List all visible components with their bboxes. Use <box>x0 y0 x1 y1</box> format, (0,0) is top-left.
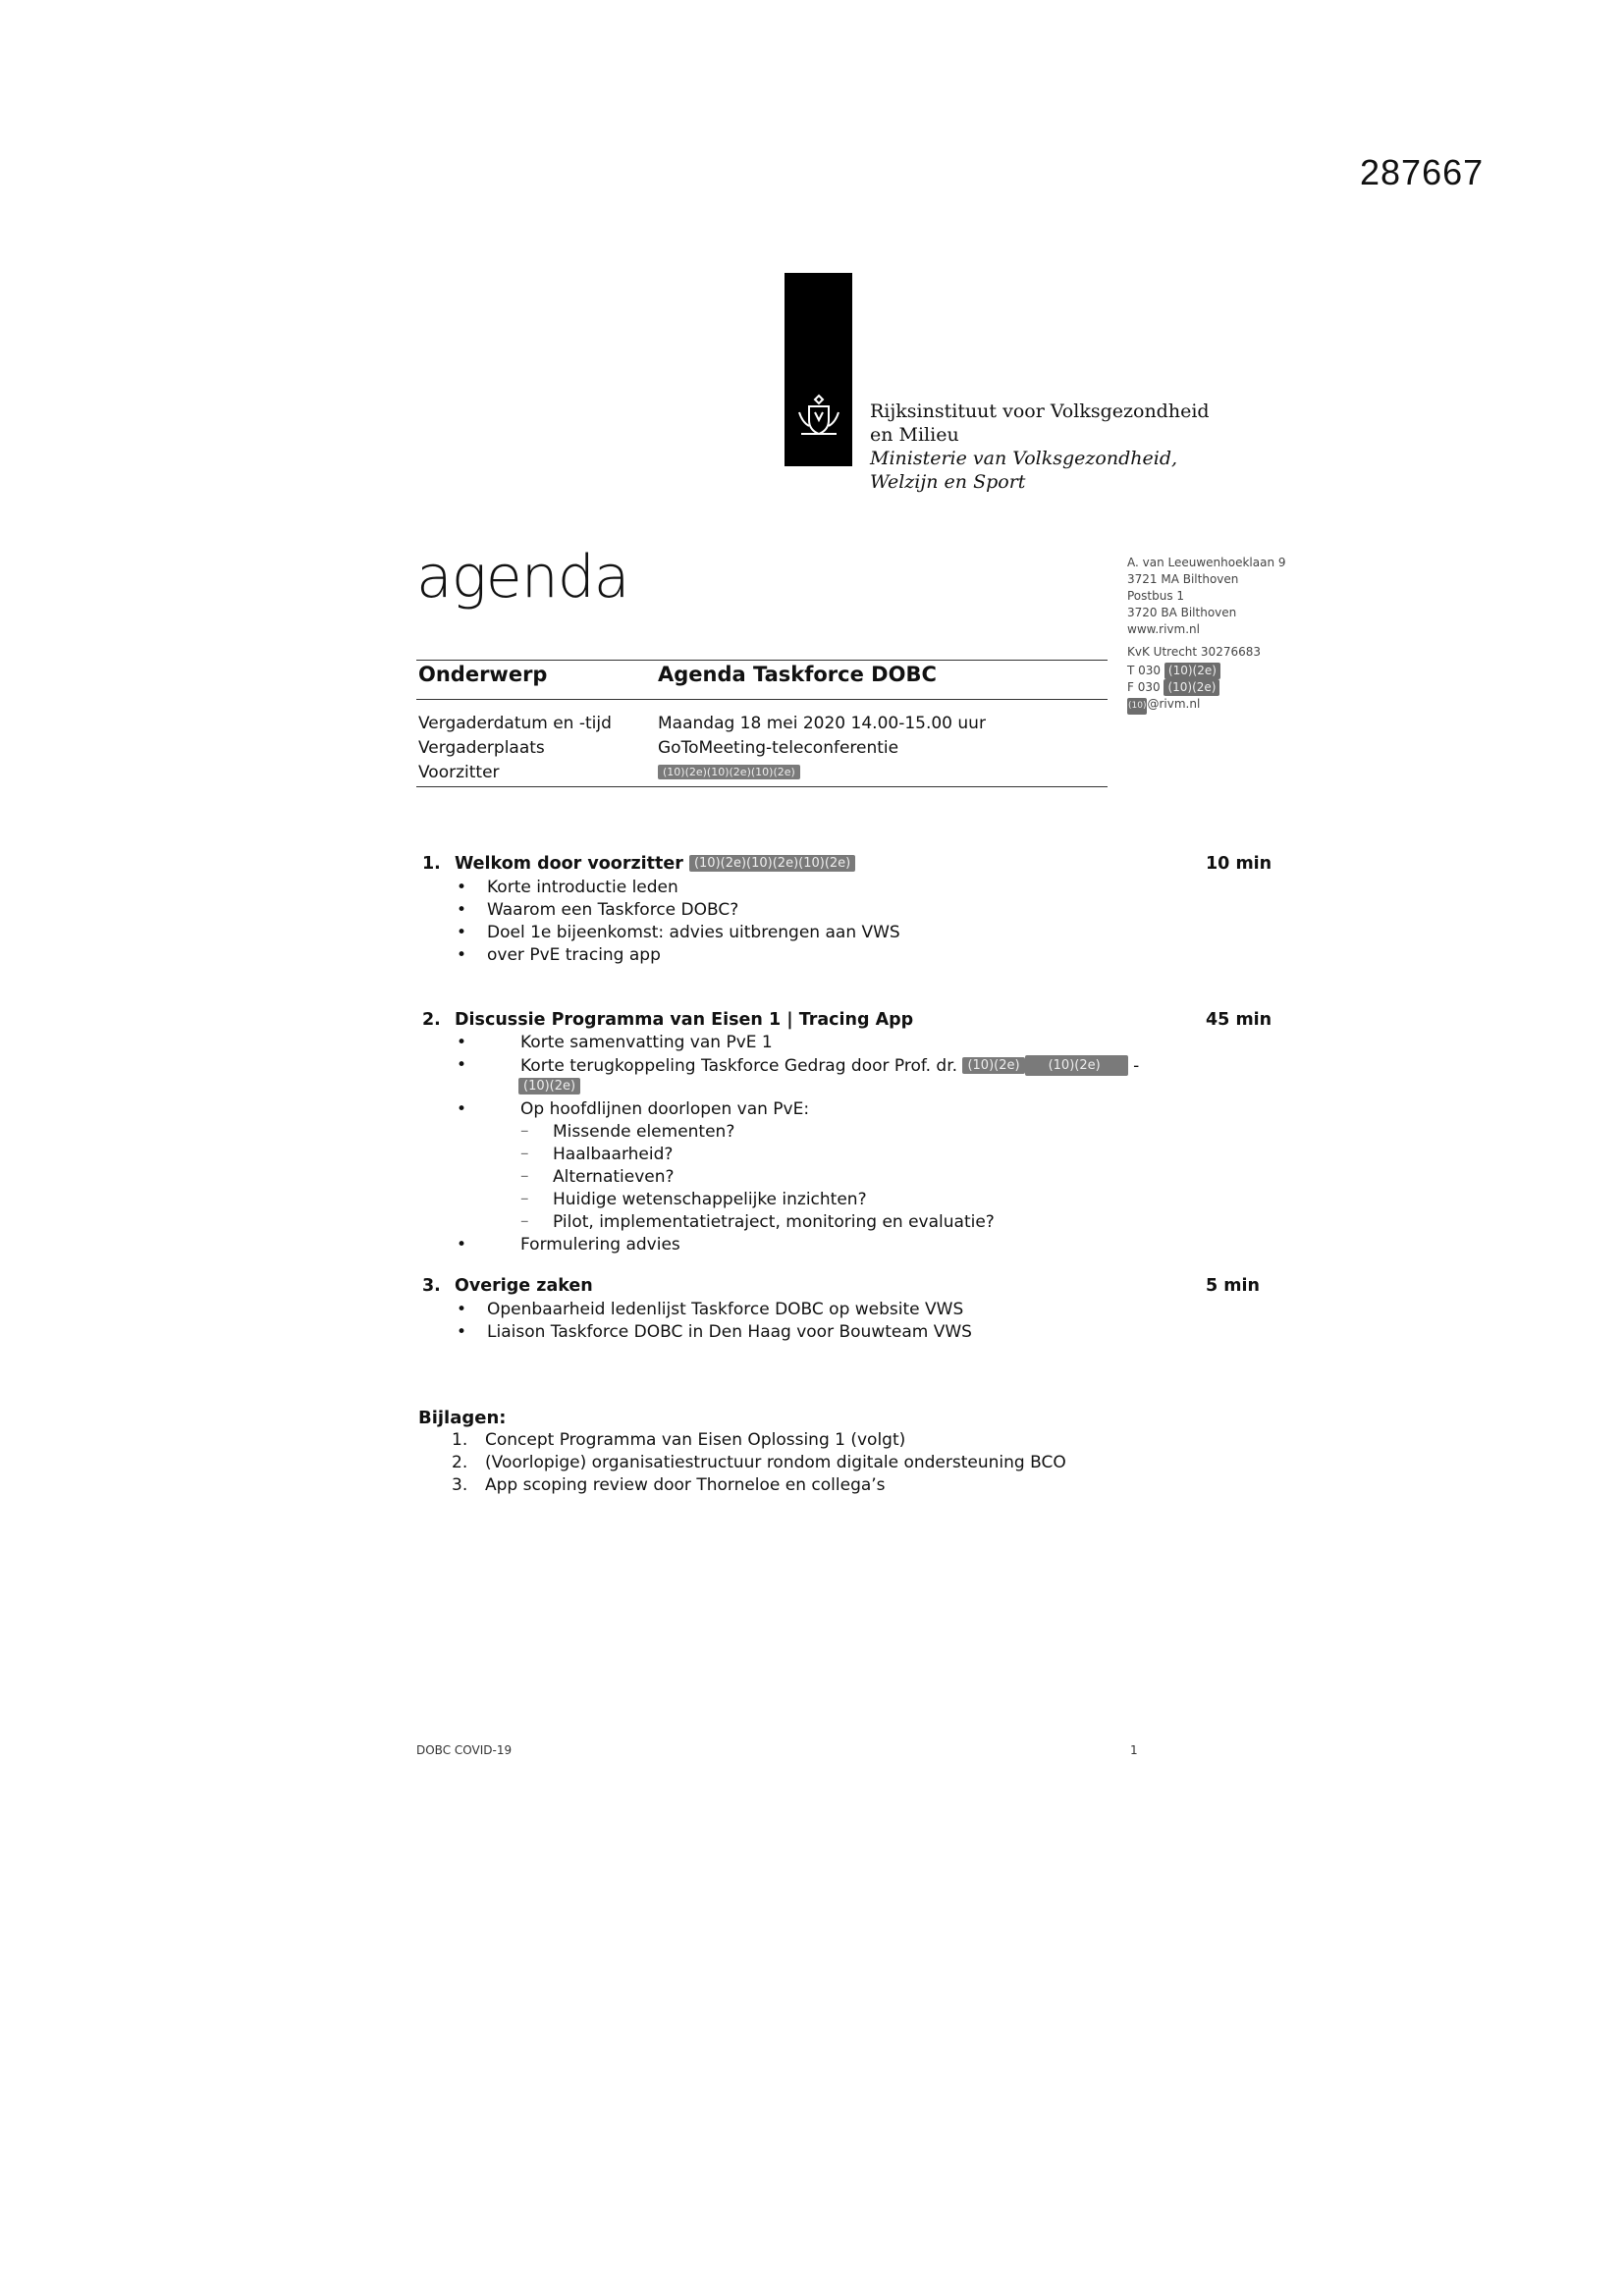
agenda-item-2-duration: 45 min <box>1206 1010 1272 1030</box>
attachment-item: 2. (Voorlopige) organisatiestructuur rondom digitale ondersteuning BCO <box>452 1453 1066 1472</box>
list-item: • over PvE tracing app <box>457 945 661 965</box>
list-item: • Op hoofdlijnen doorlopen van PvE: <box>457 1099 810 1119</box>
address-po: Postbus 1 <box>1127 589 1185 603</box>
chair-value <box>658 763 800 782</box>
address-web: www.rivm.nl <box>1127 622 1200 636</box>
sub-list-item: – Missende elementen? <box>520 1121 735 1142</box>
subject-label: Onderwerp <box>418 663 548 686</box>
ministry-line-2: Welzijn en Sport <box>870 471 1026 493</box>
fax-redacted: (10)(2e) <box>1164 679 1219 696</box>
meta-bottom-rule <box>416 786 1108 787</box>
address-block <box>1127 555 1286 715</box>
email-redacted: (10) <box>1127 698 1147 715</box>
list-item-continuation <box>518 1077 580 1096</box>
agenda-item-1-duration: 10 min <box>1206 854 1272 874</box>
fax-prefix: F 030 <box>1127 680 1161 694</box>
place-label: Vergaderplaats <box>418 738 545 758</box>
list-item: • Liaison Taskforce DOBC in Den Haag voor Bouwteam VWS <box>457 1322 972 1342</box>
page-number: 1 <box>1130 1743 1138 1757</box>
sub-list-item: – Huidige wetenschappelijke inzichten? <box>520 1189 867 1209</box>
address-phone <box>1127 663 1286 679</box>
list-item: • Openbaarheid ledenlijst Taskforce DOBC op website VWS <box>457 1300 964 1319</box>
address-email <box>1127 696 1286 715</box>
agenda-item-3-title: 3. Overige zaken <box>422 1276 593 1296</box>
sub-list-item: – Haalbaarheid? <box>520 1144 674 1164</box>
list-item: • Doel 1e bijeenkomst: advies uitbrengen aan VWS <box>457 923 900 942</box>
meta-mid-rule <box>416 699 1108 700</box>
phone-prefix: T 030 <box>1127 664 1162 677</box>
list-item: • Formulering advies <box>457 1235 680 1255</box>
attachment-item: 1. Concept Programma van Eisen Oplossing 1 (volgt) <box>452 1430 906 1450</box>
address-kvk: KvK Utrecht 30276683 <box>1127 645 1261 659</box>
agenda-item-1-title: 1. Welkom door voorzitter (10)(2e)(10)(2e)(10)(2e) <box>422 854 855 874</box>
address-zip: 3721 MA Bilthoven <box>1127 572 1239 586</box>
chair-label: Voorzitter <box>418 763 500 782</box>
professor-name-redacted-2: (10)(2e) <box>518 1078 580 1095</box>
footer-label: DOBC COVID-19 <box>416 1743 513 1757</box>
meta-top-rule <box>416 660 1108 661</box>
list-item: • Korte introductie leden <box>457 878 678 897</box>
page-title: agenda <box>416 543 629 612</box>
subject-value: Agenda Taskforce DOBC <box>658 663 937 686</box>
list-item: • Korte terugkoppeling Taskforce Gedrag door Prof. dr. (10)(2e) (10)(2e) - <box>457 1055 1140 1076</box>
attachments-title: Bijlagen: <box>418 1408 507 1428</box>
coat-of-arms-icon <box>792 391 845 444</box>
organisation-name <box>870 400 1210 494</box>
professor-name-redacted: (10)(2e) <box>962 1057 1024 1074</box>
agenda-item-2-title: 2. Discussie Programma van Eisen 1 | Tracing App <box>422 1010 914 1030</box>
sub-list-item: – Pilot, implementatietraject, monitoring en evaluatie? <box>520 1211 995 1232</box>
email-suffix: @rivm.nl <box>1147 697 1201 711</box>
ministry-line-1: Ministerie van Volksgezondheid, <box>870 448 1178 469</box>
government-logo <box>785 273 852 466</box>
phone-redacted: (10)(2e) <box>1164 663 1220 679</box>
sub-list-item: – Alternatieven? <box>520 1166 675 1187</box>
agenda-item-3-duration: 5 min <box>1206 1276 1260 1296</box>
address-fax <box>1127 679 1286 696</box>
date-value: Maandag 18 mei 2020 14.00-15.00 uur <box>658 714 986 733</box>
org-line-2: en Milieu <box>870 424 959 446</box>
address-street: A. van Leeuwenhoeklaan 9 <box>1127 556 1286 569</box>
attachment-item: 3. App scoping review door Thorneloe en collega’s <box>452 1475 886 1495</box>
professor-surname-redacted: (10)(2e) <box>1025 1055 1128 1076</box>
chair-name-redacted: (10)(2e)(10)(2e)(10)(2e) <box>689 855 855 872</box>
document-number: 287667 <box>1360 152 1485 192</box>
place-value: GoToMeeting-teleconferentie <box>658 738 899 758</box>
list-item: • Waarom een Taskforce DOBC? <box>457 900 739 920</box>
date-label: Vergaderdatum en -tijd <box>418 714 612 733</box>
list-item: • Korte samenvatting van PvE 1 <box>457 1033 773 1052</box>
chair-redacted: (10)(2e)(10)(2e)(10)(2e) <box>658 765 800 779</box>
address-po-zip: 3720 BA Bilthoven <box>1127 606 1237 619</box>
org-line-1: Rijksinstituut voor Volksgezondheid <box>870 400 1210 422</box>
